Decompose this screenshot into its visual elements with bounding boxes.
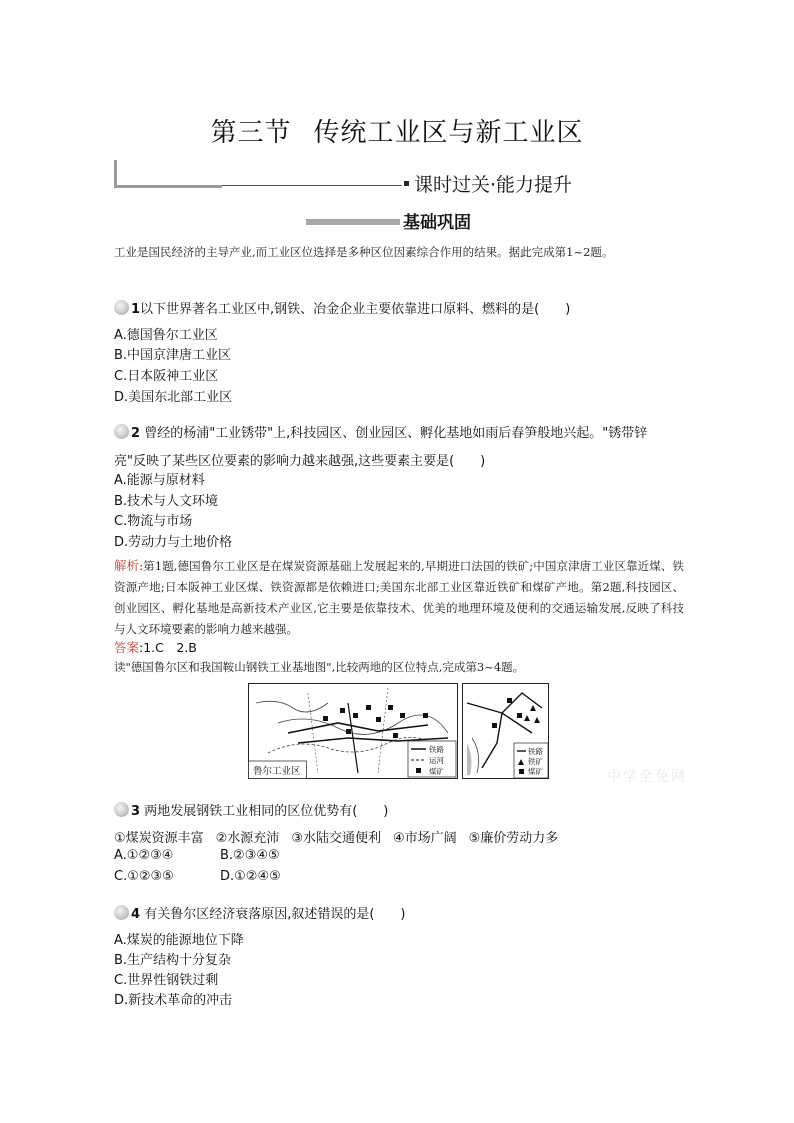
banner-rule-vertical [114,160,117,187]
question-number: 1 [131,302,141,317]
q2-option-a: A.能源与原材料 [114,473,205,488]
legend-railway: 铁路 [528,747,543,756]
question-text: 有关鲁尔区经济衰落原因,叙述错误的是( ) [144,907,406,922]
legend-coal: 煤矿 [528,767,543,776]
choice-item: ④市场广阔 [392,831,457,846]
q2-option-d: D.劳动力与土地价格 [114,535,233,550]
q1-option-d: D.美国东北部工业区 [114,390,233,405]
question-number: 4 [131,907,141,922]
banner-rule-thin [222,185,402,186]
analysis-text: :第1题,德国鲁尔工业区是在煤炭资源基础上发展起来的,早期进口法国的铁矿;中国京津唐工业区靠近煤、铁资源产地;日本阪神工业区煤、铁资源都是依赖进口;美国东北部工业区靠近铁矿和煤矿产地。第2题,科技园区、创业园区、孵化基地是高新技术产业区,它主要是依靠技术、优美的地理环境及便利的交通运输发展,反映了科技与人文环境要素的影响力越来越强。 [114,559,684,636]
coal-mine-marker [323,716,328,721]
q3-option-d: D.①②④⑤ [220,869,281,884]
q3-options-row1 [114,848,280,863]
question-number: 2 [131,426,141,441]
watermark: 中学全免网 [607,769,687,785]
q2-option-c: C.物流与市场 [114,514,193,529]
coal-mine-marker [517,713,522,718]
question-number: 3 [131,804,141,819]
choice-item: ⑤廉价劳动力多 [468,831,559,846]
answer-line [114,638,197,656]
question-2-line2: 亮"反映了某些区位要素的影响力越来越强,这些要素主要是( ) [114,454,486,469]
legend-coal: 煤矿 [429,767,444,776]
banner-rule-thick [114,185,222,188]
basic-bar [306,219,400,225]
answer-text: :1.C 2.B [139,640,197,655]
question-bullet-icon [114,424,129,439]
question-text-line1: 曾经的杨浦"工业锈带"上,科技园区、创业园区、孵化基地如雨后春笋般地兴起。"锈带锌 [144,426,648,441]
q1-option-c: C.日本阪神工业区 [114,369,219,384]
q3-options-row2 [114,869,281,884]
analysis-label: 解析 [114,558,140,573]
ruhr-map [248,683,458,779]
q1-option-a: A.德国鲁尔工业区 [114,328,218,343]
question-2 [114,422,647,441]
question-1 [114,298,570,317]
coal-mine-marker [376,717,381,722]
q3-option-b: B.②③④⑤ [220,848,280,863]
legend-iron: 铁矿 [528,757,543,766]
coal-mine-marker [353,713,358,718]
legend-canal: 运河 [429,756,444,765]
legend-railway: 铁路 [429,745,444,754]
coal-mine-marker [393,733,398,738]
section-title: 传统工业区与新工业区 [313,118,584,148]
q4-option-c: C.世界性钢铁过剩 [114,973,219,988]
answer-label: 答案 [114,640,140,655]
choice-item: ②水源充沛 [215,831,280,846]
q4-option-a: A.煤炭的能源地位下降 [114,933,244,948]
coal-mine-marker [346,729,351,734]
coal-mine-marker [492,723,497,728]
choice-item: ③水陆交通便利 [291,831,381,846]
section-number: 第三节 [210,118,292,148]
q4-option-b: B.生产结构十分复杂 [114,953,232,968]
choice-item: ①煤炭资源丰富 [114,831,204,846]
analysis-paragraph [114,555,684,640]
question-bullet-icon [114,905,129,920]
question-bullet-icon [114,300,129,315]
q4-option-d: D.新技术革命的冲击 [114,993,233,1008]
coal-mine-marker [340,708,345,713]
read-instruction: 读"德国鲁尔区和我国鞍山钢铁工业基地图",比较两地的区位特点,完成第3~4题。 [114,660,525,674]
question-3 [114,800,388,819]
q3-option-a: A.①②③④ [114,848,174,863]
question-text: 两地发展钢铁工业相同的区位优势有( ) [144,804,389,819]
anshan-map [462,683,549,779]
q2-option-b: B.技术与人文环境 [114,494,219,509]
question-bullet-icon [114,802,129,817]
coal-mine-marker [366,705,371,710]
question-4 [114,903,405,922]
page-title [0,112,794,149]
coal-mine-marker [400,713,405,718]
question-text: 以下世界著名工业区中,钢铁、冶金企业主要依靠进口原料、燃料的是( ) [140,302,571,317]
coal-mine-marker [507,698,512,703]
q3-choices [114,827,570,846]
basic-label: 基础巩固 [403,213,471,233]
intro-paragraph: 工业是国民经济的主导产业,而工业区位选择是多种区位因素综合作用的结果。据此完成第1~2题。 [114,245,614,259]
coal-mine-marker [423,713,428,718]
coal-mine-marker [388,705,393,710]
q1-option-b: B.中国京津唐工业区 [114,348,232,363]
banner-dot [404,181,409,186]
q3-option-c: C.①②③⑤ [114,869,174,884]
map-left-title: 鲁尔工业区 [253,766,301,777]
sub-banner-title: 课时过关·能力提升 [414,174,573,196]
